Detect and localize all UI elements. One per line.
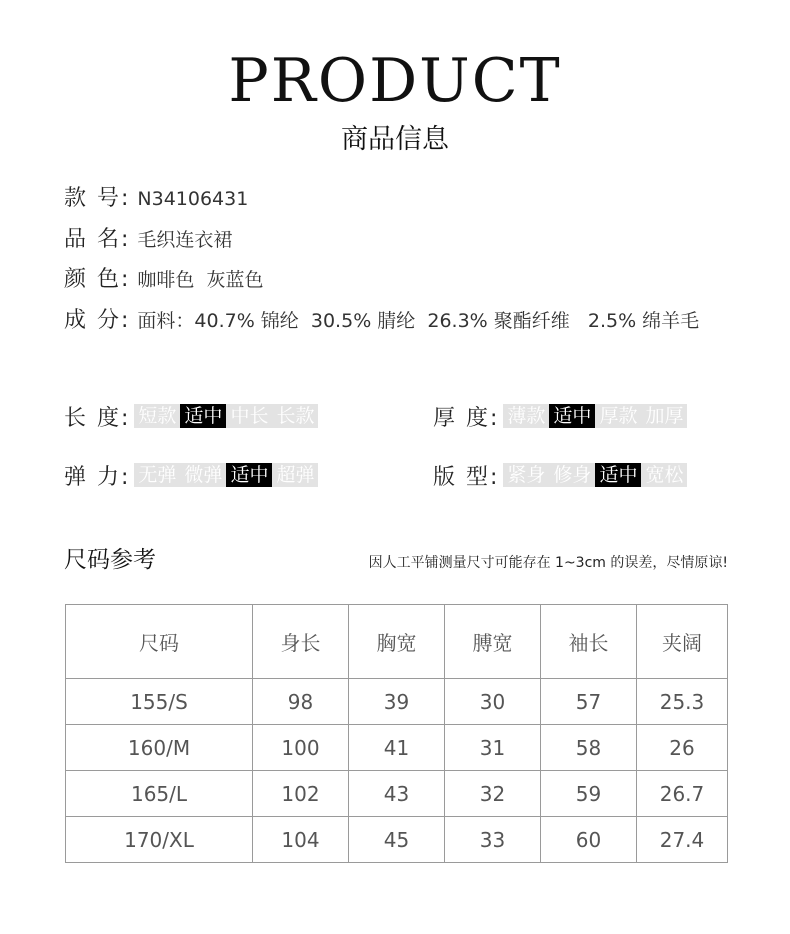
size-chart-note: 因人工平铺测量尺寸可能存在 1~3cm 的误差，尽情原谅! (368, 555, 728, 571)
table-cell: 98 (253, 679, 349, 725)
table-cell: 165/L (66, 771, 253, 817)
option-chip: 修身 (549, 463, 595, 487)
table-header-cell: 夹阔 (637, 605, 728, 679)
attribute-thickness (433, 401, 687, 431)
table-cell: 31 (445, 725, 541, 771)
attribute-length (64, 401, 318, 431)
table-cell: 33 (445, 817, 541, 863)
table-cell: 41 (349, 725, 445, 771)
attribute-elasticity (64, 460, 318, 490)
option-scale (134, 463, 318, 487)
info-value: N34106431 (137, 188, 249, 210)
table-cell: 155/S (66, 679, 253, 725)
table-header-cell: 膊宽 (445, 605, 541, 679)
option-chip: 加厚 (641, 404, 687, 428)
table-row (66, 771, 728, 817)
table-cell: 57 (541, 679, 637, 725)
option-chip-selected: 适中 (226, 463, 272, 487)
info-label: 成 分: (64, 308, 131, 333)
option-chip: 微弹 (180, 463, 226, 487)
attribute-label: 长 度: (64, 405, 131, 431)
attribute-label: 版 型: (433, 464, 500, 490)
option-chip: 薄款 (503, 404, 549, 428)
option-scale (503, 404, 687, 428)
table-cell: 26 (637, 725, 728, 771)
table-header-cell: 胸宽 (349, 605, 445, 679)
option-scale (503, 463, 687, 487)
table-header-row (66, 605, 728, 679)
table-cell: 102 (253, 771, 349, 817)
table-cell: 45 (349, 817, 445, 863)
info-row-composition (64, 306, 699, 336)
option-chip: 紧身 (503, 463, 549, 487)
info-value: 咖啡色 灰蓝色 (137, 269, 264, 291)
option-chip: 短款 (134, 404, 180, 428)
option-chip-selected: 适中 (180, 404, 226, 428)
info-row-style-number (64, 184, 248, 214)
table-header-cell: 袖长 (541, 605, 637, 679)
table-cell: 60 (541, 817, 637, 863)
attribute-fit (433, 460, 687, 490)
info-row-product-name (64, 225, 232, 255)
option-scale (134, 404, 318, 428)
attribute-label: 弹 力: (64, 464, 131, 490)
table-cell: 32 (445, 771, 541, 817)
option-chip: 无弹 (134, 463, 180, 487)
info-row-color (64, 265, 264, 295)
table-cell: 27.4 (637, 817, 728, 863)
table-cell: 30 (445, 679, 541, 725)
attribute-label: 厚 度: (433, 405, 500, 431)
info-label: 颜 色: (64, 267, 131, 292)
option-chip: 中长 (226, 404, 272, 428)
table-header-cell: 尺码 (66, 605, 253, 679)
table-cell: 58 (541, 725, 637, 771)
option-chip: 厚款 (595, 404, 641, 428)
info-value: 面料：40.7% 锦纶 30.5% 腈纶 26.3% 聚酯纤维 2.5% 绵羊毛 (137, 310, 700, 332)
table-cell: 25.3 (637, 679, 728, 725)
table-row (66, 725, 728, 771)
info-label: 款 号: (64, 186, 131, 211)
page-title: PRODUCT (228, 46, 562, 116)
option-chip: 宽松 (641, 463, 687, 487)
table-header-cell: 身长 (253, 605, 349, 679)
table-row (66, 679, 728, 725)
size-chart-title: 尺码参考 (64, 547, 156, 573)
option-chip-selected: 适中 (595, 463, 641, 487)
table-cell: 104 (253, 817, 349, 863)
table-cell: 170/XL (66, 817, 253, 863)
option-chip-selected: 适中 (549, 404, 595, 428)
info-label: 品 名: (64, 227, 131, 252)
info-value: 毛织连衣裙 (137, 229, 233, 251)
size-table (65, 604, 728, 863)
table-cell: 160/M (66, 725, 253, 771)
table-cell: 26.7 (637, 771, 728, 817)
page-subtitle: 商品信息 (341, 124, 449, 155)
table-row (66, 817, 728, 863)
option-chip: 超弹 (272, 463, 318, 487)
table-cell: 39 (349, 679, 445, 725)
option-chip: 长款 (272, 404, 318, 428)
table-cell: 100 (253, 725, 349, 771)
table-cell: 43 (349, 771, 445, 817)
table-cell: 59 (541, 771, 637, 817)
